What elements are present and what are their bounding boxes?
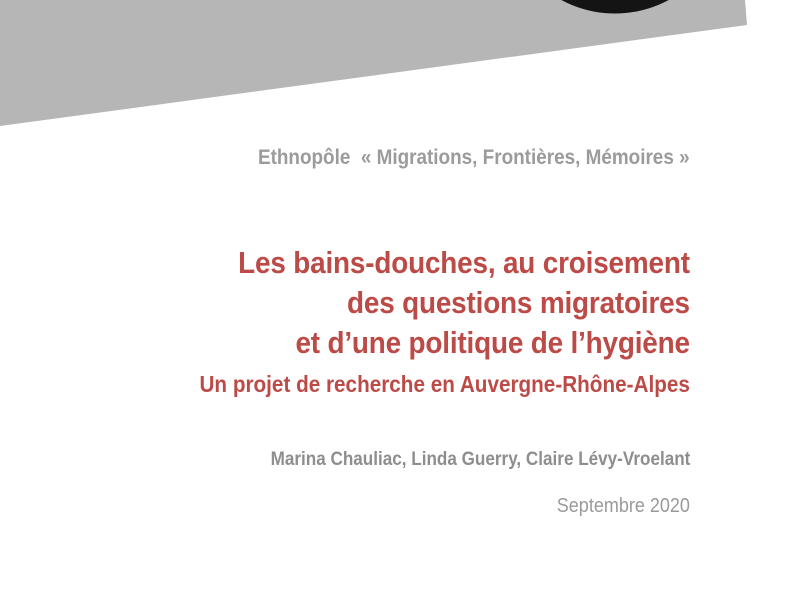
cover-subtitle: Un projet de recherche en Auvergne-Rhône-Alpes	[199, 371, 690, 397]
authors-line: Marina Chauliac, Linda Guerry, Claire Lévy-Vroelant	[270, 449, 690, 470]
cover-title-line-3: et d’une politique de l’hygiène	[295, 325, 690, 360]
cover-title-line-1: Les bains-douches, au croisement	[238, 245, 690, 280]
cover-title-line-2: des questions migratoires	[347, 285, 690, 320]
cover-title	[238, 243, 690, 363]
institution-name: Ethnopôle « Migrations, Frontières, Mémoires »	[258, 146, 690, 169]
gray-diagonal-band	[0, 0, 747, 126]
publication-date: Septembre 2020	[556, 495, 690, 517]
